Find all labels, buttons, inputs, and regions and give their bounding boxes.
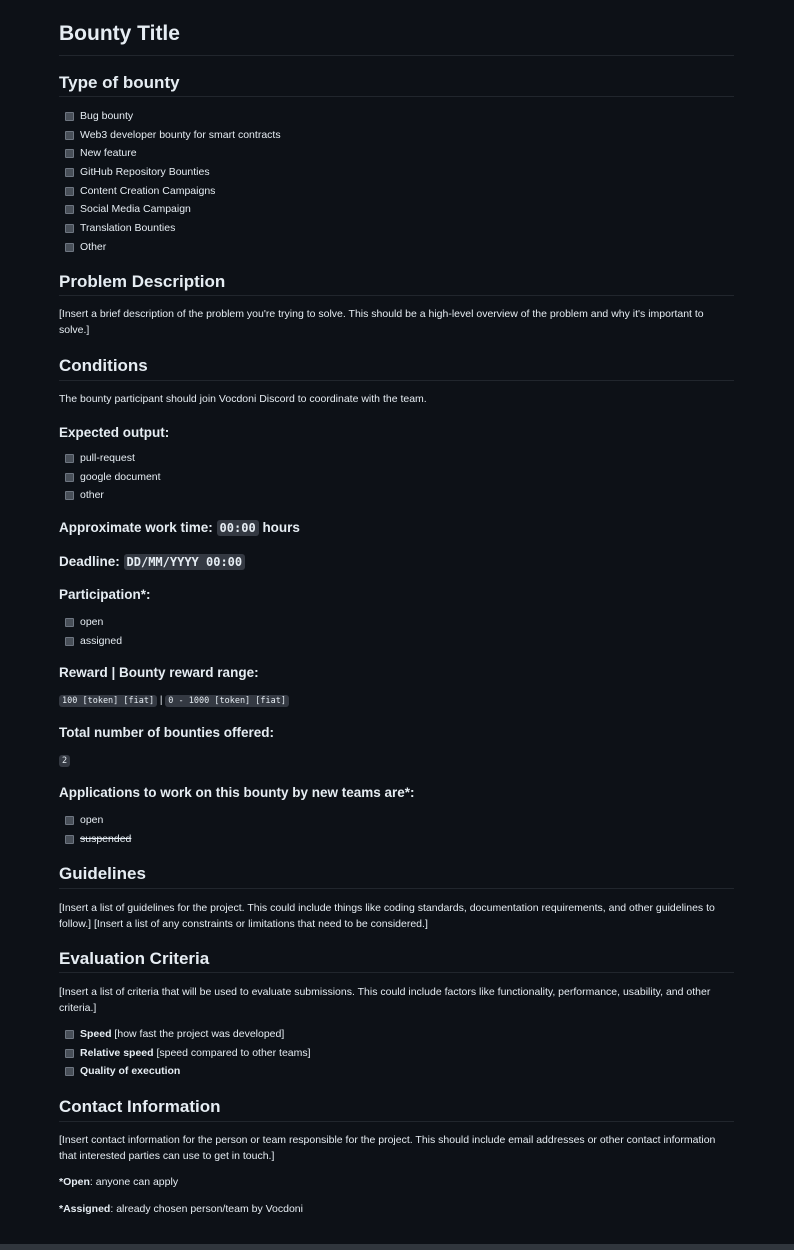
evaluation-list: [65, 1025, 311, 1081]
heading-problem-description: Problem Description: [59, 272, 226, 291]
list-item[interactable]: Relative speed [speed compared to other teams]: [65, 1044, 311, 1063]
list-item[interactable]: Web3 developer bounty for smart contracts: [65, 126, 281, 145]
problem-text: [Insert a brief description of the problem you're trying to solve. This should be a high-level overview of the problem and why it's important to solve.]: [59, 308, 704, 336]
applications-list: [65, 811, 131, 848]
checkbox[interactable]: [65, 205, 74, 214]
heading-guidelines: Guidelines: [59, 864, 146, 883]
note-assigned: *Assigned: already chosen person/team by Vocdoni: [59, 1203, 303, 1215]
list-item[interactable]: Quality of execution: [65, 1062, 311, 1081]
list-item[interactable]: open: [65, 613, 122, 632]
heading-type-of-bounty: Type of bounty: [59, 73, 180, 92]
divider: [59, 380, 734, 381]
checkbox[interactable]: [65, 816, 74, 825]
heading-expected-output: Expected output:: [59, 425, 170, 440]
divider: [59, 96, 734, 97]
list-item[interactable]: GitHub Repository Bounties: [65, 163, 281, 182]
checkbox[interactable]: [65, 187, 74, 196]
checkbox[interactable]: [65, 131, 74, 140]
list-item[interactable]: open: [65, 811, 131, 830]
checkbox[interactable]: [65, 618, 74, 627]
note-open: *Open: anyone can apply: [59, 1176, 179, 1188]
checkbox[interactable]: [65, 1049, 74, 1058]
divider: [59, 295, 734, 296]
divider: [59, 55, 734, 56]
checkbox[interactable]: [65, 835, 74, 844]
page-title: Bounty Title: [59, 22, 180, 45]
list-item[interactable]: google document: [65, 468, 161, 487]
checkbox[interactable]: [65, 168, 74, 177]
reward-line: 100 [token] [fiat] | 0 - 1000 [token] [fiat]: [59, 693, 734, 710]
list-item[interactable]: Content Creation Campaigns: [65, 182, 281, 201]
deadline-value: DD/MM/YYYY 00:00: [124, 554, 246, 570]
checkbox[interactable]: [65, 491, 74, 500]
work-time-value: 00:00: [217, 520, 259, 536]
heading-participation: Participation*:: [59, 587, 151, 602]
checkbox[interactable]: [65, 112, 74, 121]
list-item[interactable]: suspended: [65, 830, 131, 849]
conditions-text: The bounty participant should join Vocdoni Discord to coordinate with the team.: [59, 393, 427, 405]
checkbox[interactable]: [65, 224, 74, 233]
heading-conditions: Conditions: [59, 356, 148, 375]
list-item[interactable]: Bug bounty: [65, 107, 281, 126]
checkbox[interactable]: [65, 149, 74, 158]
heading-deadline: Deadline: DD/MM/YYYY 00:00: [59, 554, 245, 569]
heading-reward: Reward | Bounty reward range:: [59, 665, 259, 680]
checkbox[interactable]: [65, 454, 74, 463]
evaluation-text: [Insert a list of criteria that will be used to evaluate submissions. This could include factors like functionality, performance, usability, and other criteria.]: [59, 986, 711, 1014]
checkbox[interactable]: [65, 1030, 74, 1039]
reward-range: 0 - 1000 [token] [fiat]: [165, 695, 289, 707]
list-item[interactable]: New feature: [65, 144, 281, 163]
type-of-bounty-list: [65, 107, 281, 257]
checkbox[interactable]: [65, 1067, 74, 1076]
checkbox[interactable]: [65, 637, 74, 646]
list-item[interactable]: pull-request: [65, 449, 161, 468]
heading-contact-information: Contact Information: [59, 1097, 221, 1116]
list-item[interactable]: Social Media Campaign: [65, 200, 281, 219]
total-bounties-line: [59, 753, 734, 770]
divider: [59, 972, 734, 973]
expected-output-list: [65, 449, 161, 505]
total-bounties-value: 2: [59, 755, 70, 767]
list-item[interactable]: Speed [how fast the project was developed]: [65, 1025, 311, 1044]
heading-evaluation-criteria: Evaluation Criteria: [59, 949, 210, 968]
bottom-border: [0, 1244, 794, 1250]
heading-applications: Applications to work on this bounty by new teams are*:: [59, 785, 415, 800]
checkbox[interactable]: [65, 473, 74, 482]
checkbox[interactable]: [65, 243, 74, 252]
reward-value: 100 [token] [fiat]: [59, 695, 157, 707]
guidelines-text: [Insert a list of guidelines for the project. This could include things like coding standards, documentation requirements, and other guidelines to follow.] [Insert a list of any constraints or limitations that need to be considered.]: [59, 902, 715, 930]
list-item[interactable]: assigned: [65, 632, 122, 651]
heading-total-bounties: Total number of bounties offered:: [59, 725, 274, 740]
participation-list: [65, 613, 122, 650]
list-item[interactable]: Translation Bounties: [65, 219, 281, 238]
divider: [59, 888, 734, 889]
list-item[interactable]: Other: [65, 238, 281, 257]
heading-work-time: Approximate work time: 00:00 hours: [59, 520, 300, 535]
contact-text: [Insert contact information for the person or team responsible for the project. This should include email addresses or other contact information that interested parties can use to get in touch.]: [59, 1134, 716, 1162]
divider: [59, 1121, 734, 1122]
list-item[interactable]: other: [65, 486, 161, 505]
